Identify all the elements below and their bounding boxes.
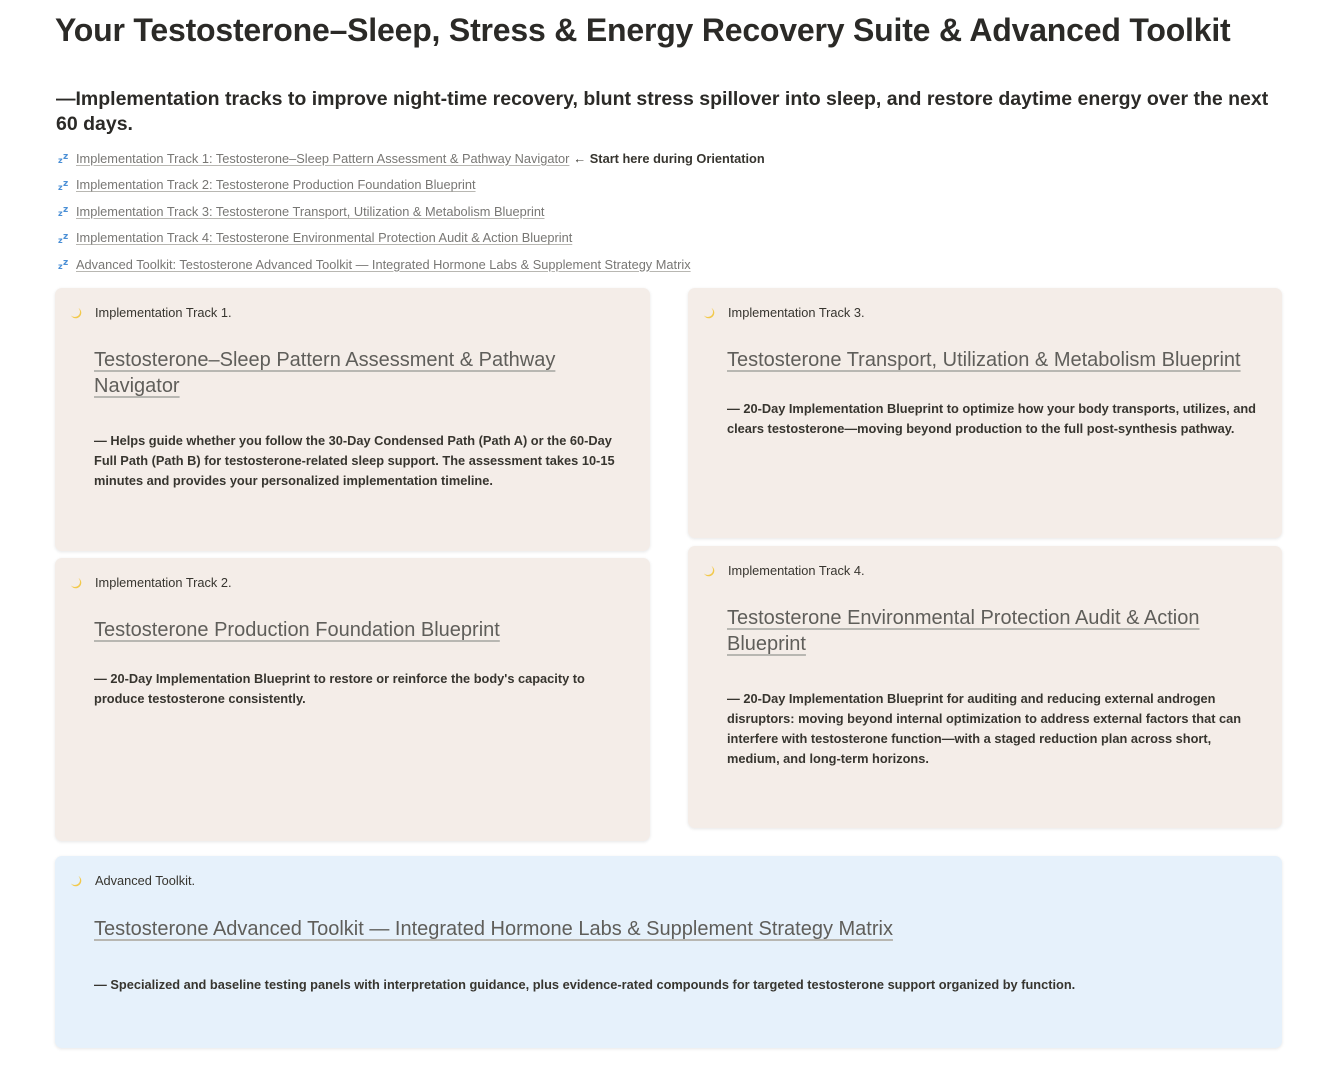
crescent-moon-icon bbox=[702, 306, 716, 320]
card-label bbox=[69, 873, 195, 888]
zz-sleep-icon bbox=[57, 231, 71, 245]
toolkit-title-link[interactable]: Testosterone Advanced Toolkit — Integrated Hormone Labs & Supplement Strategy Matrix bbox=[94, 918, 893, 940]
card-label-text: Implementation Track 4. bbox=[728, 563, 865, 578]
track-3-description: — 20-Day Implementation Blueprint to optimize how your body transports, utilizes, and clears testosterone—moving beyond production to the full post-synthesis pathway. bbox=[727, 401, 1256, 436]
svg-text:z: z bbox=[63, 178, 69, 189]
track-3-card bbox=[688, 288, 1282, 538]
card-label-text: Advanced Toolkit. bbox=[95, 873, 196, 888]
svg-text:z: z bbox=[63, 205, 69, 216]
card-label bbox=[702, 563, 865, 578]
track-2-card bbox=[55, 558, 650, 841]
track-4-description: — 20-Day Implementation Blueprint for auditing and reducing external androgen disruptors: moving beyond internal optimization to address external factors that can interfere with testosterone function—with a staged reduction plan across short, medium, and long-term horizons. bbox=[727, 691, 1242, 766]
crescent-moon-icon bbox=[69, 576, 83, 590]
link-track-2[interactable]: Implementation Track 2: Testosterone Production Foundation Blueprint bbox=[76, 177, 476, 193]
link-item-advanced-toolkit bbox=[57, 251, 765, 278]
zz-sleep-icon bbox=[57, 204, 71, 218]
link-advanced-toolkit[interactable]: Advanced Toolkit: Testosterone Advanced Toolkit — Integrated Hormone Labs & Supplement Strategy Matrix bbox=[76, 256, 691, 272]
svg-text:z: z bbox=[63, 231, 69, 242]
track-1-description: — Helps guide whether you follow the 30-Day Condensed Path (Path A) or the 60-Day Full Path (Path B) for testosterone-related sleep support. The assessment takes 10-15 minutes and provides your personalized implementation timeline. bbox=[94, 433, 615, 488]
page-title: Your Testosterone–Sleep, Stress & Energy Recovery Suite & Advanced Toolkit bbox=[55, 12, 1231, 48]
svg-text:z: z bbox=[58, 262, 63, 272]
link-item-track-1 bbox=[57, 145, 765, 172]
card-label-text: Implementation Track 3. bbox=[728, 305, 865, 320]
crescent-moon-icon bbox=[69, 306, 83, 320]
link-item-track-3 bbox=[57, 198, 765, 225]
svg-text:z: z bbox=[58, 182, 63, 192]
track-1-card bbox=[55, 288, 650, 551]
card-label bbox=[702, 305, 865, 320]
advanced-toolkit-card bbox=[55, 856, 1282, 1048]
svg-text:z: z bbox=[58, 235, 63, 245]
track-2-description: — 20-Day Implementation Blueprint to restore or reinforce the body's capacity to produce testosterone consistently. bbox=[94, 671, 585, 706]
crescent-moon-icon bbox=[69, 874, 83, 888]
link-track-1[interactable]: Implementation Track 1: Testosterone–Sleep Pattern Assessment & Pathway Navigator bbox=[76, 150, 570, 166]
track-4-card bbox=[688, 546, 1282, 828]
zz-sleep-icon bbox=[57, 151, 71, 165]
start-here-note: ← Start here during Orientation bbox=[573, 150, 765, 166]
svg-text:z: z bbox=[58, 209, 63, 219]
card-label-text: Implementation Track 1. bbox=[95, 305, 232, 320]
svg-text:z: z bbox=[63, 258, 69, 269]
card-label bbox=[69, 305, 232, 320]
track-2-title-link[interactable]: Testosterone Production Foundation Blueprint bbox=[94, 619, 500, 641]
track-3-title-link[interactable]: Testosterone Transport, Utilization & Metabolism Blueprint bbox=[727, 349, 1241, 371]
link-item-track-2 bbox=[57, 172, 765, 199]
track-link-list bbox=[57, 145, 765, 278]
svg-text:z: z bbox=[63, 152, 69, 163]
track-4-title-link[interactable]: Testosterone Environmental Protection Audit & Action Blueprint bbox=[727, 607, 1200, 655]
zz-sleep-icon bbox=[57, 178, 71, 192]
link-track-3[interactable]: Implementation Track 3: Testosterone Transport, Utilization & Metabolism Blueprint bbox=[76, 203, 545, 219]
link-item-track-4 bbox=[57, 225, 765, 252]
link-track-4[interactable]: Implementation Track 4: Testosterone Environmental Protection Audit & Action Blueprint bbox=[76, 230, 573, 246]
toolkit-description: — Specialized and baseline testing panels with interpretation guidance, plus evidence-rated compounds for targeted testosterone support organized by function. bbox=[94, 977, 1076, 992]
crescent-moon-icon bbox=[702, 564, 716, 578]
zz-sleep-icon bbox=[57, 257, 71, 271]
track-1-title-link[interactable]: Testosterone–Sleep Pattern Assessment & Pathway Navigator bbox=[94, 349, 556, 397]
svg-text:z: z bbox=[58, 156, 63, 166]
card-label-text: Implementation Track 2. bbox=[95, 575, 232, 590]
page-subtitle: —Implementation tracks to improve night-time recovery, blunt stress spillover into sleep, and restore daytime energy over the next 60 days. bbox=[56, 88, 1269, 135]
card-label bbox=[69, 575, 232, 590]
